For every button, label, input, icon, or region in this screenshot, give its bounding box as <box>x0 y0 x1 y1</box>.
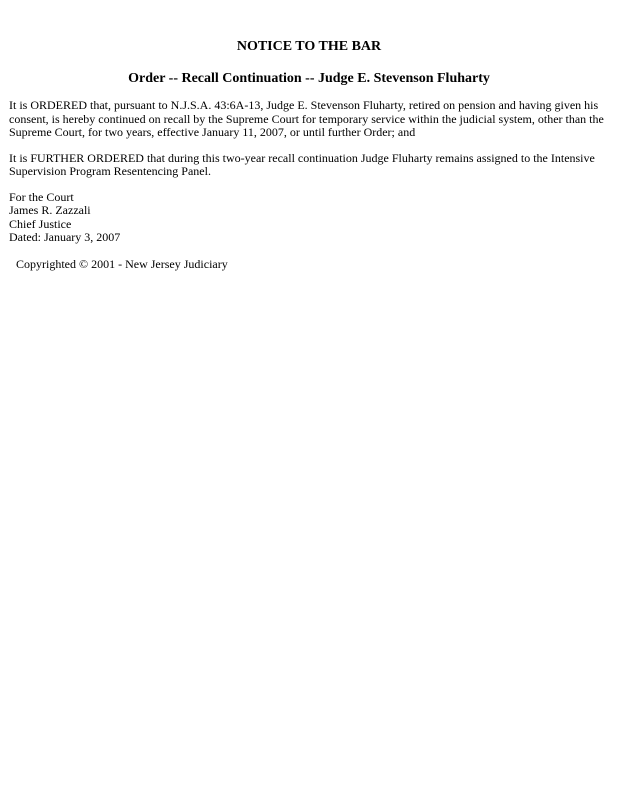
signature-name: James R. Zazzali <box>9 203 91 217</box>
signature-block <box>9 191 609 245</box>
order-paragraph-1: It is ORDERED that, pursuant to N.J.S.A. 43:6A-13, Judge E. Stevenson Fluharty, retired on pension and having given his consent, is hereby continued on recall by the Supreme Court for temporary service within the judicial system, other than the Supreme Court, for two years, effective January 11, 2007, or until further Order; and <box>9 98 604 139</box>
document-page <box>9 38 609 271</box>
signature-date: Dated: January 3, 2007 <box>9 230 121 244</box>
signature-for-the-court: For the Court <box>9 189 74 204</box>
order-paragraph-2: It is FURTHER ORDERED that during this two-year recall continuation Judge Fluharty remains assigned to the Intensive Supervision Program Resentencing Panel. <box>9 150 595 178</box>
signature-position: Chief Justice <box>9 216 72 231</box>
notice-heading: NOTICE TO THE BAR <box>236 39 382 54</box>
order-title: Order -- Recall Continuation -- Judge E. Stevenson Fluharty <box>128 71 490 86</box>
copyright-notice: Copyrighted © 2001 - New Jersey Judiciary <box>16 256 228 271</box>
